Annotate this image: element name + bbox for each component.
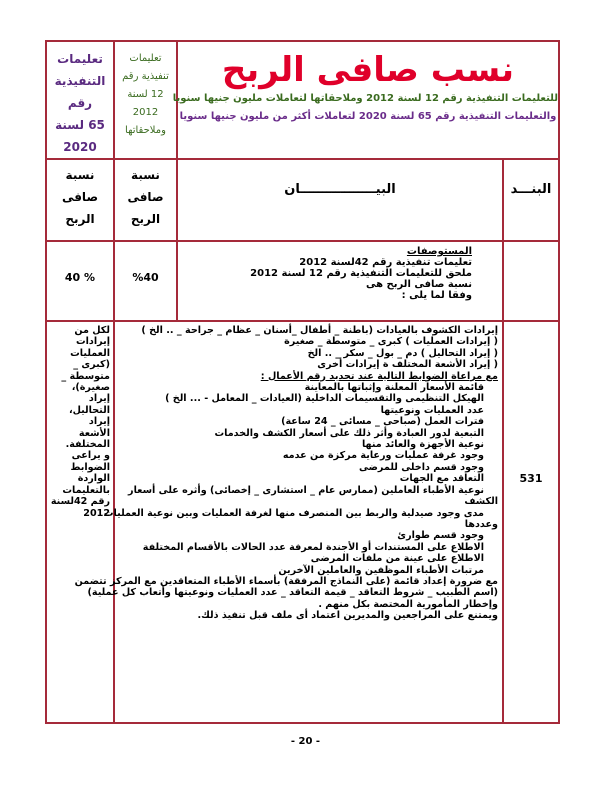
control-line: الهيكل التنظيمى والتقسيمات الداخلية (العيادات _ المعامل - ... الخ ) xyxy=(165,393,484,405)
header-2012-line: تعليمات xyxy=(129,53,162,64)
ratio-heading-line: نسبة xyxy=(131,168,160,182)
header-2012-cell xyxy=(114,41,177,159)
ratio-heading-line: الربح xyxy=(130,212,161,226)
control-line: وجود قسم طوارئ xyxy=(397,530,484,542)
control-line: مدى وجود صيدلية والربط بين المنصرف منها لغرفة العمليات وبين نوعية العمليات xyxy=(103,507,484,519)
control-line: ( إيرادات العمليات ) كبرى _ متوسطة _ صغيرة xyxy=(284,336,498,348)
control-line: ( إيراد التحاليل ) دم _ بول _ سكر _ .. الخ xyxy=(307,347,498,359)
band-heading: البنـــد xyxy=(510,182,552,197)
control-line: وإخطار المأمورية المختصة بكل منهم . xyxy=(318,598,498,610)
control-line: التبعية لدور العبادة وأثر ذلك على أسعار الكشف والخدمات xyxy=(214,427,484,439)
ratio-2012-heading-cell xyxy=(114,159,177,241)
ratio-2012-cell xyxy=(114,241,177,321)
subtitle-2020: والتعليمات التنفيذية رقم 65 لسنة 2020 لتعاملات أكثر من مليون جنيها سنويا xyxy=(179,111,557,122)
intro-band-cell xyxy=(503,241,559,321)
intro-line: وفقا لما يلى : xyxy=(401,290,472,301)
control-line: التعاقد مع الجهات xyxy=(399,473,484,485)
side-note-line: و يراعى xyxy=(71,450,110,462)
header-2012-line: وملاحقاتها xyxy=(125,125,166,136)
header-2012-line: 12 لسنة 2012 xyxy=(127,89,164,118)
side-note-line: 2012 xyxy=(83,507,110,519)
page-title: نسب صافى الربح xyxy=(221,50,515,90)
control-line: الكشف xyxy=(464,496,498,508)
band-code-cell xyxy=(503,321,559,723)
page-frame xyxy=(45,40,558,715)
control-line: مع ضرورة إعداد قائمة (على النماذج المرفقة) بأسماء الأطباء المتعاقدين مع المركز تتضمن xyxy=(74,575,498,587)
intro-line: نسبة صافى الربح هى xyxy=(365,279,472,290)
side-note-line: الضوابط الواردة xyxy=(70,461,110,485)
side-note-cell xyxy=(46,321,114,723)
control-line: الاطلاع على المستندات أو الأجندة لمعرفة عدد الحالات بالأقسام المختلفة xyxy=(142,541,484,553)
control-line: قائمة الأسعار المعلنة وإثباتها بالمعاينة xyxy=(304,382,484,394)
ratio-2020-heading-cell xyxy=(46,159,114,241)
header-2020-line: التنفيذية رقم xyxy=(54,74,106,110)
control-line: نوعية الأطباء العاملين (ممارس عام _ استشارى _ إخصائى) وأثره على أسعار xyxy=(128,484,484,496)
control-line: (اسم الطبيب _ شروط التعاقد _ قيمة التعاقد _ عدد العمليات ونوعيتها وأتعاب كل عملية) xyxy=(87,587,498,599)
ratio-heading-line: الربح xyxy=(65,212,95,226)
subtitle-2012: للتعليمات التنفيذية رقم 12 لسنة 2012 وملاحقاتها لتعاملات مليون جنيها سنويا xyxy=(172,93,558,104)
net-profit-table xyxy=(45,40,560,724)
intro-line: تعليمات تنفيذية رقم 42لسنة 2012 xyxy=(299,257,472,268)
control-line: وجود قسم داخلى للمرضى xyxy=(358,461,484,473)
side-note xyxy=(47,322,113,522)
header-2020-cell xyxy=(46,41,114,159)
side-note-line: (كبرى _ xyxy=(73,359,110,371)
side-note-line: الأشعة المختلفة. xyxy=(65,427,110,451)
intro-line: المستوصفات xyxy=(406,246,472,257)
header-2020-line: تعليمات xyxy=(57,52,103,66)
ratio-2020-cell xyxy=(46,241,114,321)
band-heading-cell xyxy=(503,159,559,241)
ratio-2012-value: %40 xyxy=(132,271,159,284)
page-number: - 20 - xyxy=(290,736,321,747)
control-line: فترات العمل (صباحى _ مسائى _ 24 ساعة) xyxy=(281,416,484,428)
control-line: وجود غرفة عمليات ورعاية مركزة من عدمه xyxy=(282,450,484,462)
ratio-heading-line: صافى xyxy=(61,190,99,204)
intro-line: ملحق للتعليمات التنفيذية رقم 12 لسنة 2012 xyxy=(250,268,472,279)
side-note-line: العمليات xyxy=(70,347,110,359)
control-line: ويمتنع على المراجعين والمديرين اعتماد أى ملف قبل تنفيذ ذلك. xyxy=(197,610,498,622)
control-line: الاطلاع على عينة من ملفات المرضى xyxy=(310,553,484,565)
header-2020-line: 2020 xyxy=(63,140,97,154)
side-note-line: التحاليل، إيراد xyxy=(68,404,110,428)
control-line: إيرادات الكشوف بالعيادات (باطنة _ أطفال _أسنان _ عظام _ جراحة _ .. الخ ) xyxy=(141,325,498,336)
intro-text-cell xyxy=(177,241,503,321)
ratio-heading-line: نسبة xyxy=(65,168,95,182)
ratio-2020-value: % 40 xyxy=(64,271,96,284)
control-line: مع مراعاة الضوابط التالية عند تحديد رقم الأعمال : xyxy=(260,370,498,382)
control-line: نوعية الأجهزة والعائد منها xyxy=(361,439,484,451)
bayan-heading: البيـــــــــــــــــان xyxy=(284,182,396,197)
ratio-heading-line: صافى xyxy=(127,190,164,204)
side-note-line: بالتعليمات xyxy=(62,484,110,496)
control-line: عدد العمليات ونوعيتها xyxy=(380,404,484,416)
side-note-line: رقم 42لسنة xyxy=(50,496,110,508)
control-line: مرتبات الأطباء الموظفين والعاملين الآخرين xyxy=(278,564,484,576)
bayan-heading-cell xyxy=(177,159,503,241)
band-code: 531 xyxy=(519,472,543,485)
header-2020-line: 65 لسنة xyxy=(55,118,105,132)
side-note-line: متوسطة _ xyxy=(61,370,110,382)
side-note-line: لكل من إيرادات xyxy=(74,325,110,348)
control-line: وعددها xyxy=(464,518,498,530)
header-2012-line: تنفيذية رقم xyxy=(122,71,169,82)
title-cell xyxy=(172,41,559,159)
side-note-line: صغيرة)، إيراد xyxy=(71,382,110,405)
control-line: ( إيراد الأشعة المختلف ة إيرادات أخرى xyxy=(317,359,498,371)
